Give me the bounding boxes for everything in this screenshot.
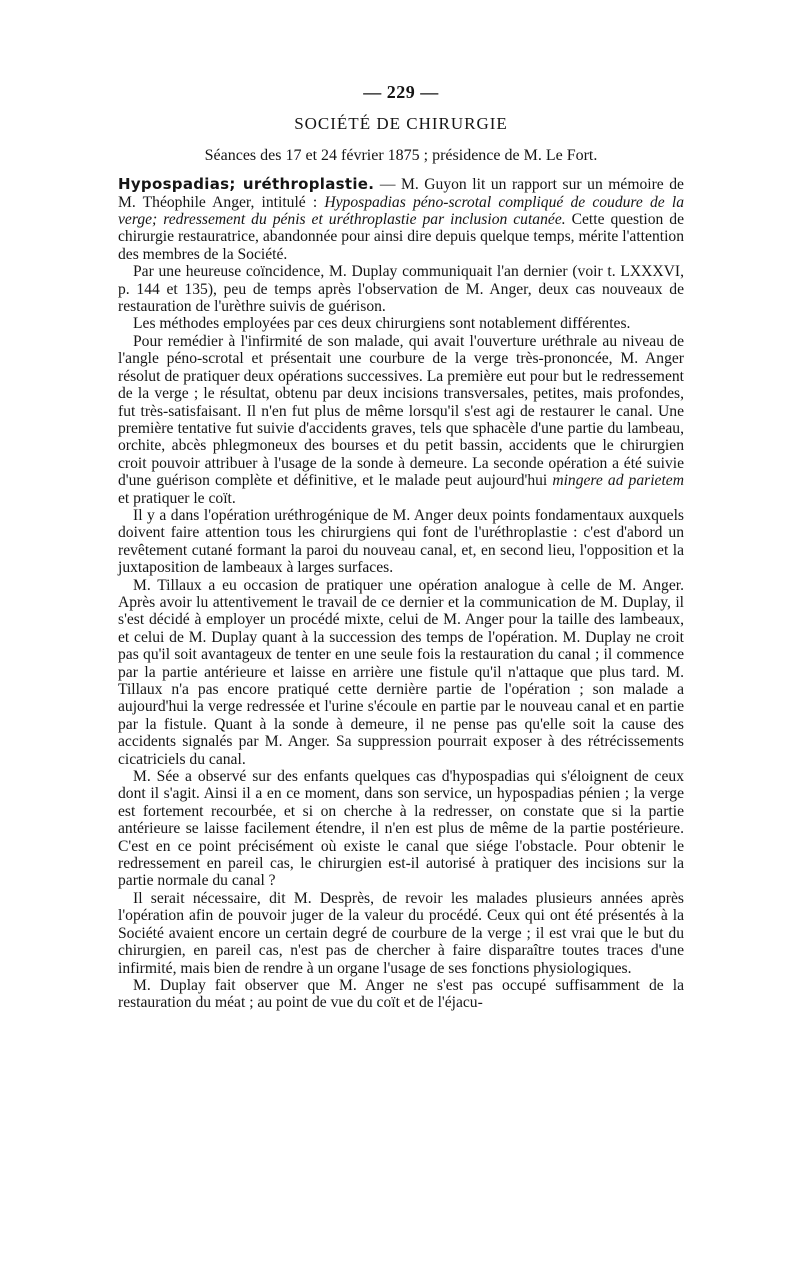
paragraph-7: M. Sée a observé sur des enfants quelques cas d'hypospadias qui s'éloignent de ceux dont il s'agit. Ainsi il a en ce moment, dans son service, un hypospadias pénien ; la verge est fortement recourbée, et si on cherche à la redresser, on constate que si la partie antérieure se laisse facilement étendre, il n'en est plus de même de la partie postérieure. C'est en ce point précisément où existe le canal que siége l'obstacle. Pour obtenir le redressement en pareil cas, le chirurgien est-il autorisé à pratiquer des incisions sur la partie normale du canal ? xyxy=(118,768,684,890)
paragraph-1 xyxy=(118,176,684,263)
document-page xyxy=(118,84,684,1012)
paragraph-2: Par une heureuse coïncidence, M. Duplay communiquait l'an dernier (voir t. LXXXVI, p. 144 et 135), peu de temps après l'observation de M. Anger, deux cas nouveaux de restauration de l'urèthre suivis de guérison. xyxy=(118,263,684,316)
paragraph-4-text-end: et pratiquer le coït. xyxy=(118,489,236,507)
page-number: — 229 — xyxy=(363,82,439,102)
paragraph-1-text: — M. Guyon lit un rapport sur un mémoire de M. Théophile Anger, intitulé : xyxy=(118,176,684,211)
section-title: SOCIÉTÉ DE CHIRURGIE xyxy=(294,114,508,134)
paragraph-1-text-end: Cette question de chirurgie restauratrice, abandonnée pour ainsi dire depuis quelque temps, mérite l'attention des membres de la Société. xyxy=(118,211,684,263)
paragraph-4 xyxy=(118,333,684,507)
session-subtitle: Séances des 17 et 24 février 1875 ; présidence de M. Le Fort. xyxy=(204,146,598,164)
paragraph-9: M. Duplay fait observer que M. Anger ne s'est pas occupé suffisamment de la restauration du méat ; au point de vue du coït et de l'éjacu- xyxy=(118,976,684,1012)
paragraph-8: Il serait nécessaire, dit M. Desprès, de revoir les malades plusieurs années après l'opération afin de pouvoir juger de la valeur du procédé. Ceux qui ont été présentés à la Société avaient encore un certain degré de courbure de la verge ; il est vrai que le but du chirurgien, en pareil cas, n'est pas de chercher à faire disparaître toutes traces d'une infirmité, mais bien de rendre à un organe l'usage de ses fonctions physiologiques. xyxy=(118,889,684,977)
paragraph-5: Il y a dans l'opération uréthrogénique de M. Anger deux points fondamentaux auxquels doivent faire attention tous les chirurgiens qui font de l'uréthroplastie : c'est d'abord un revêtement cutané formant la paroi du nouveau canal, et, en second lieu, l'opposition et la juxtaposition de lambeaux à larges surfaces. xyxy=(118,506,684,577)
paragraph-6: M. Tillaux a eu occasion de pratiquer une opération analogue à celle de M. Anger. Après avoir lu attentivement le travail de ce dernier et la communication de M. Duplay, il s'est décidé à employer un procédé mixte, celui de M. Anger pour la taille des lambeaux, et celui de M. Duplay quant à la succession des temps de l'opération. M. Duplay ne croit pas qu'il soit avantageux de tenter en une seule fois la restauration du canal ; il commence par la partie antérieure et laisse en arrière une fistule qu'il n'attaque que plus tard. M. Tillaux n'a pas encore pratiqué cette dernière partie de l'opération ; son malade a aujourd'hui la verge redressée et l'urine s'écoule en partie par le nouveau canal et en partie par la fistule. Quant à la sonde à demeure, il ne pense pas qu'elle soit la cause des accidents signalés par M. Anger. Sa suppression pourrait exposer à des rétrécissements cicatriciels du canal. xyxy=(118,576,684,768)
article-heading: Hypospadias; uréthroplastie. xyxy=(118,175,375,194)
memoir-title: Hypospadias péno-scrotal compliqué de coudure de la verge; redressement du pénis et uréthroplastie par inclusion cutanée. xyxy=(118,193,684,229)
paragraph-3: Les méthodes employées par ces deux chirurgiens sont notablement différentes. xyxy=(133,315,631,333)
latin-phrase: mingere ad parietem xyxy=(552,472,684,490)
paragraph-4-text: Pour remédier à l'infirmité de son malade, qui avait l'ouverture uréthrale au niveau de l'angle péno-scrotal et présentait une courbure de la verge très-prononcée, M. Anger résolut de pratiquer deux opérations successives. La première eut pour but le redressement de la verge ; le résultat, obtenu par deux incisions transversales, petites, mais profondes, fut très-satisfaisant. Il n'en fut plus de même lorsqu'il s'est agi de restaurer le canal. Une première tentative fut suivie d'accidents graves, tels que sphacèle d'une partie du lambeau, orchite, abcès phlegmoneux des bourses et du petit bassin, accidents que le chirurgien croit pouvoir attribuer à l'usage de la sonde à demeure. La seconde opération a été suivie d'une guérison complète et définitive, et le malade peut aujourd'hui xyxy=(118,332,684,490)
